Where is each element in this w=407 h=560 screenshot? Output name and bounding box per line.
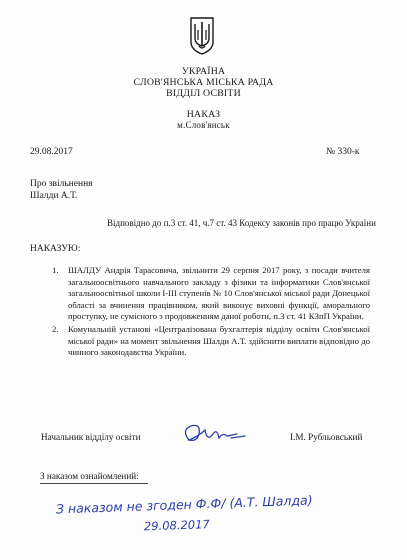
trident-emblem-icon <box>189 16 215 56</box>
order-items <box>52 265 370 360</box>
order-item-text: ШАЛДУ Андрія Тарасовича, звільнити 29 серпня 2017 року, з посади вчителя загальноосвітнього навчального закладу з фізики та інформатики Слов'янської загальноосвітньої школи І-ІІІ ступенів № 10 Слов'янської міської ради Донецької області за вчинення працівником, який виконує виховні функції, аморального проступку, не сумісного з продовженням даної роботи, п.3 ст. 41 КЗпП України. <box>68 265 370 322</box>
order-item <box>52 265 370 323</box>
doc-city: м.Слов'янськ <box>177 120 230 130</box>
handwritten-note <box>52 488 372 538</box>
legal-basis: Відповідно до п.3 ст. 41, ч.7 ст. 43 Кодексу законів про працю України <box>107 218 376 228</box>
acknowledgement-label: З наказом ознайомлений: <box>40 471 139 481</box>
handwritten-disagreement: З наказом не згоден Ф.Ф/ (А.Т. Шалда) <box>55 492 313 517</box>
header-department: ВІДДІЛ ОСВІТИ <box>166 88 241 99</box>
doc-number: № 330-к <box>326 147 360 157</box>
subject-line-1: Про звільнення <box>30 179 93 189</box>
doc-type: НАКАЗ <box>186 109 221 120</box>
header-council: СЛОВ'ЯНСЬКА МІСЬКА РАДА <box>133 77 274 88</box>
order-item <box>52 324 370 359</box>
acknowledgement-underline <box>40 483 148 484</box>
handwritten-date: 29.08.2017 <box>143 517 210 534</box>
order-item-number: 1. <box>52 265 59 275</box>
signatory-name: І.М. Рубльовський <box>290 432 363 442</box>
signatory-title: Начальник відділу освіти <box>41 432 141 442</box>
order-item-text: Комунальній установі «Централізована бухгалтерія відділу освіти Слов'янської міської ради» на момент звільнення Шалди А.Т. здійснити виплати відповідно до чинного законодавства України. <box>68 323 370 358</box>
order-item-number: 2. <box>52 323 59 334</box>
header-country: УКРАЇНА <box>181 66 226 77</box>
handwritten-signature <box>175 420 265 450</box>
doc-date: 29.08.2017 <box>30 147 73 157</box>
subject-line-2: Шалди А.Т. <box>30 190 78 201</box>
orders-label: НАКАЗУЮ: <box>30 244 81 254</box>
doc-subject <box>30 179 93 202</box>
